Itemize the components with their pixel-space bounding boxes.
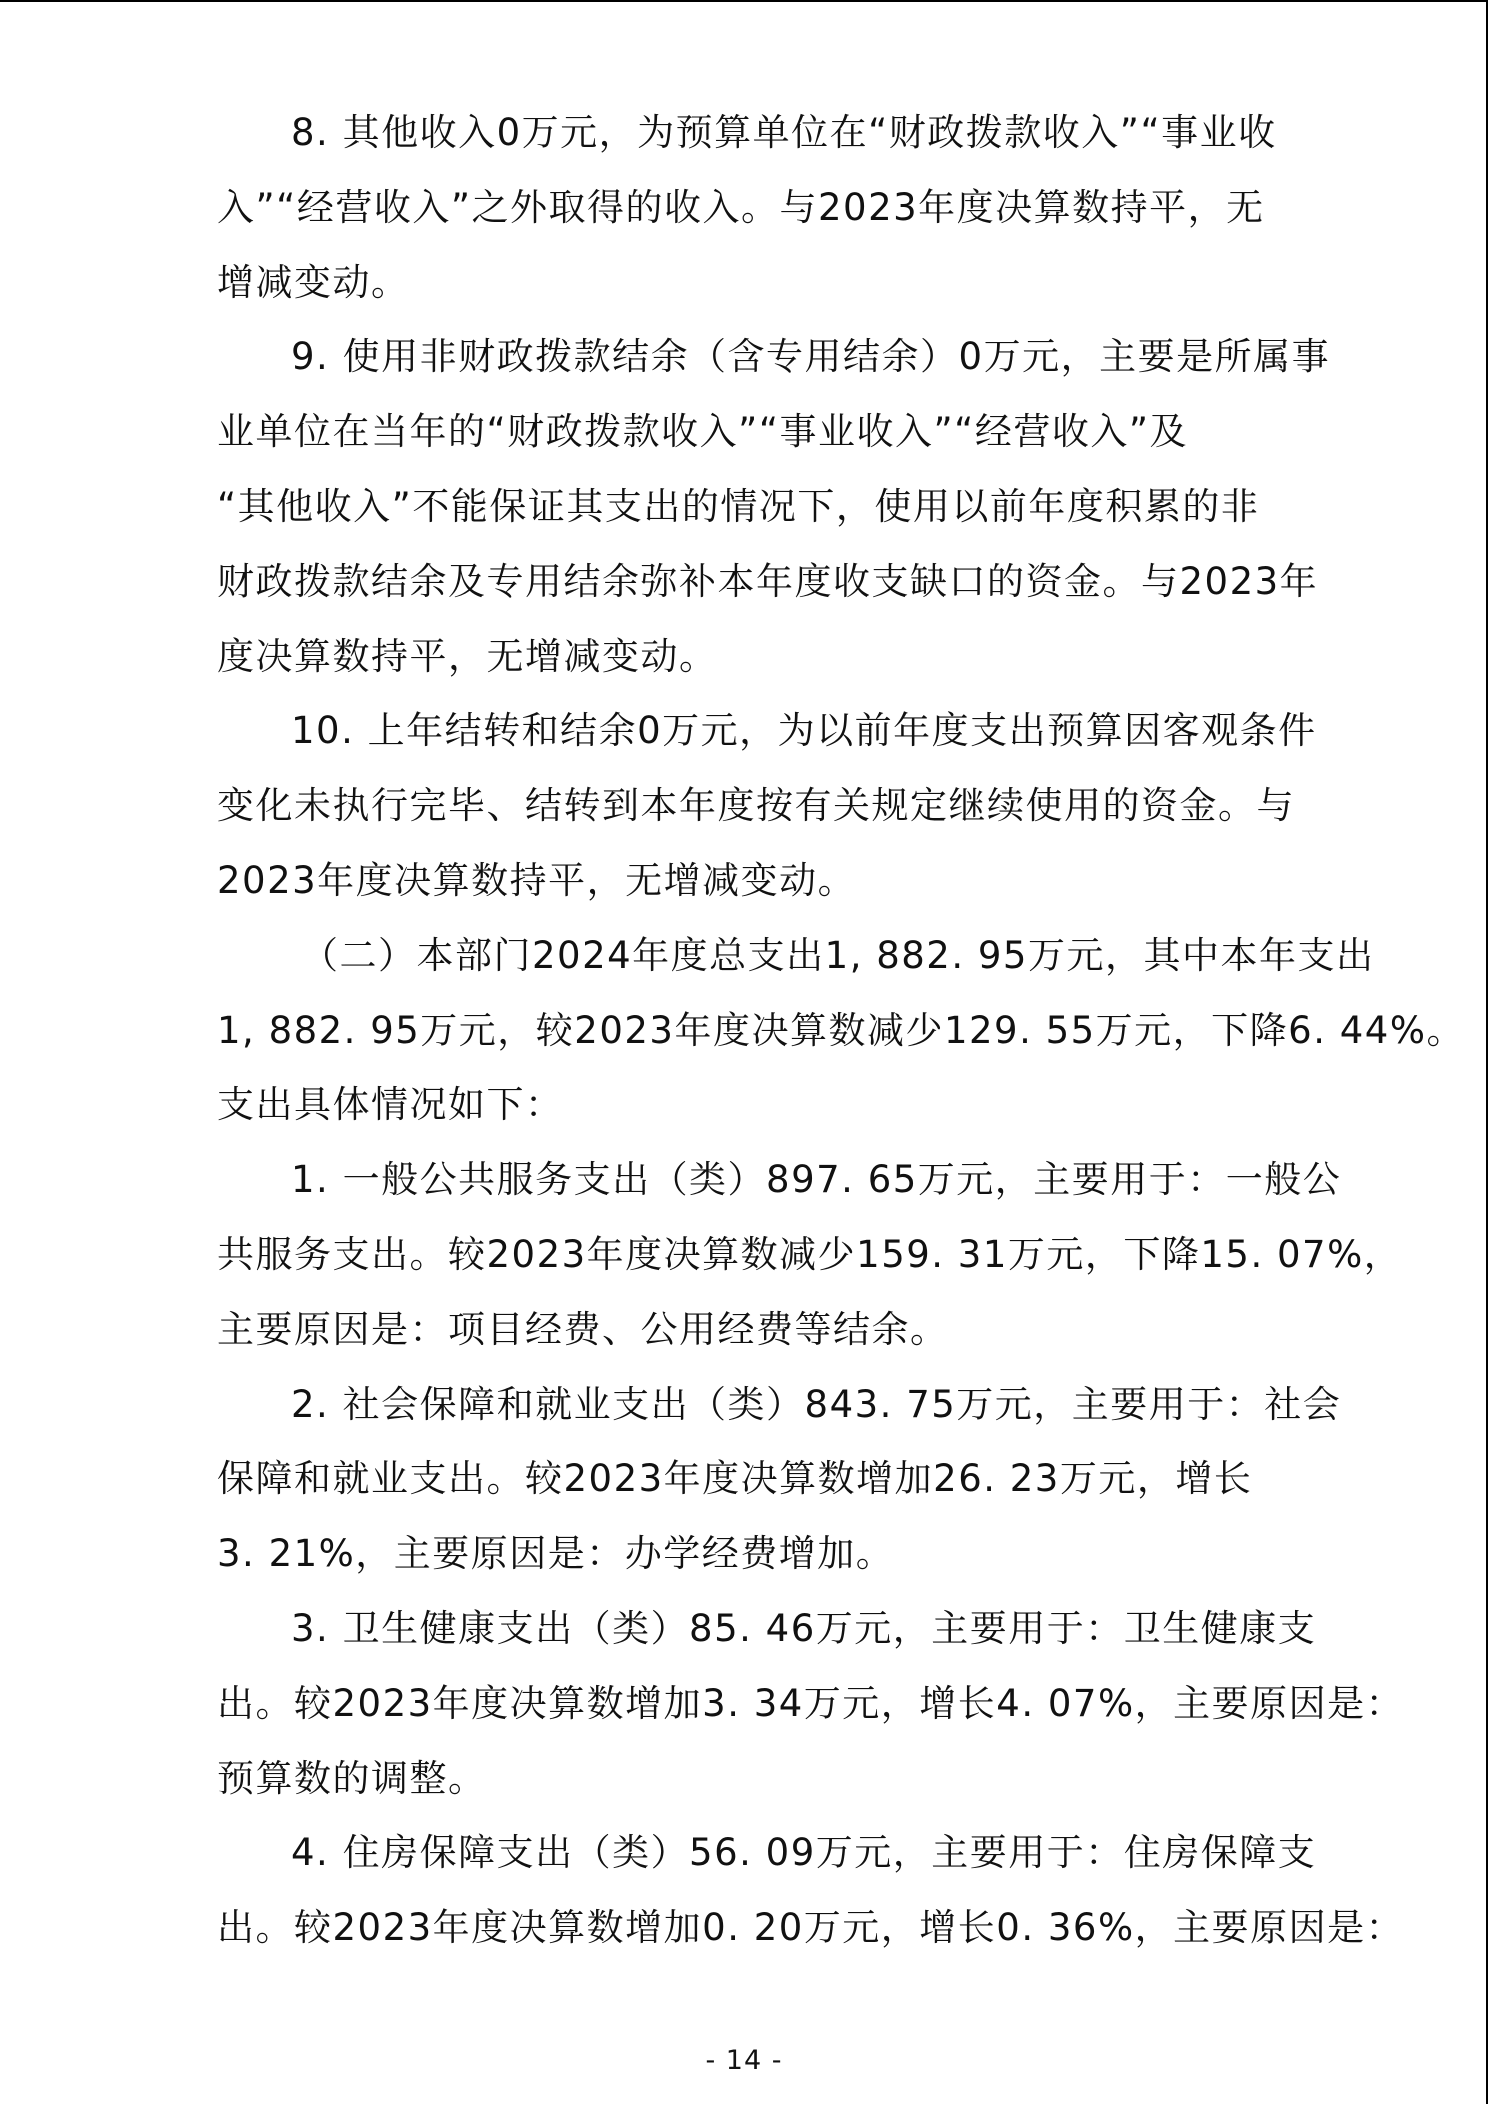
text-line: 1, 882. 95万元，较2023年度决算数减少129. 55万元，下降6. 44%。 [217, 1008, 1465, 1052]
text-line: 入”“经营收入”之外取得的收入。与2023年度决算数持平，无 [217, 185, 1265, 229]
text-line: 2. 社会保障和就业支出（类）843. 75万元，主要用于：社会 [291, 1382, 1342, 1426]
text-line: 3. 卫生健康支出（类）85. 46万元，主要用于：卫生健康支 [291, 1606, 1317, 1650]
top-border-line [0, 0, 1488, 2]
text-line: 财政拨款结余及专用结余弥补本年度收支缺口的资金。与2023年 [217, 559, 1319, 603]
text-line: 3. 21%，主要原因是：办学经费增加。 [217, 1532, 895, 1576]
text-line: 8. 其他收入0万元，为预算单位在“财政拨款收入”“事业收 [291, 111, 1277, 154]
text-line: 支出具体情况如下： [217, 1083, 564, 1127]
text-line: 2023年度决算数持平，无增减变动。 [217, 858, 857, 902]
text-line: 1. 一般公共服务支出（类）897. 65万元，主要用于：一般公 [291, 1158, 1342, 1202]
text-line: （二）本部门2024年度总支出1, 882. 95万元，其中本年支出 [301, 933, 1375, 977]
text-line: 出。较2023年度决算数增加0. 20万元，增长0. 36%，主要原因是： [217, 1906, 1405, 1950]
text-line: 10. 上年结转和结余0万元，为以前年度支出预算因客观条件 [291, 709, 1317, 753]
text-line: 增减变动。 [217, 260, 410, 304]
text-line: 9. 使用非财政拨款结余（含专用结余）0万元，主要是所属事 [291, 335, 1331, 379]
text-line: 出。较2023年度决算数增加3. 34万元，增长4. 07%，主要原因是： [217, 1681, 1405, 1725]
page-number: - 14 - [705, 2045, 783, 2076]
text-line: 4. 住房保障支出（类）56. 09万元，主要用于：住房保障支 [291, 1831, 1317, 1875]
text-line: 保障和就业支出。较2023年度决算数增加26. 23万元，增长 [217, 1457, 1253, 1501]
text-line: “其他收入”不能保证其支出的情况下，使用以前年度积累的非 [217, 484, 1260, 528]
text-line: 共服务支出。较2023年度决算数减少159. 31万元，下降15. 07%， [217, 1232, 1403, 1276]
text-line: 预算数的调整。 [217, 1756, 487, 1800]
text-line: 主要原因是：项目经费、公用经费等结余。 [217, 1307, 949, 1351]
document-body [217, 96, 1465, 1966]
text-line: 变化未执行完毕、结转到本年度按有关规定继续使用的资金。与 [217, 784, 1295, 828]
text-line: 度决算数持平，无增减变动。 [217, 634, 718, 678]
text-line: 业单位在当年的“财政拨款收入”“事业收入”“经营收入”及 [217, 410, 1189, 454]
